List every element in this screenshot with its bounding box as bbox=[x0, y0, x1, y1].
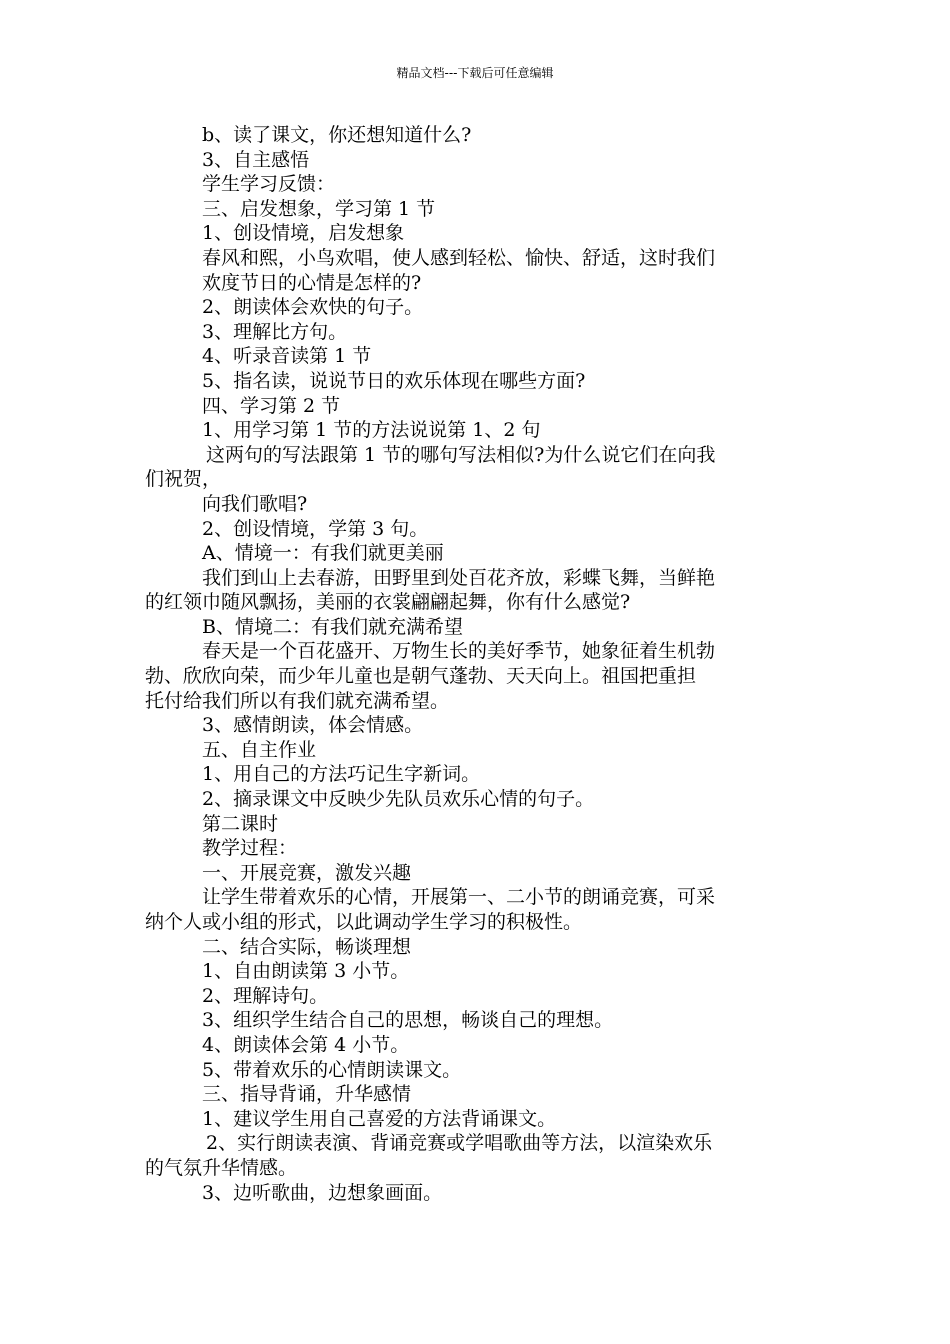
text-line: 3、边听歌曲，边想象画面。 bbox=[202, 1181, 443, 1204]
text-line: b、读了课文，你还想知道什么? bbox=[202, 124, 472, 146]
text-line: 的红领巾随风飘扬，美丽的衣裳翩翩起舞，你有什么感觉? bbox=[145, 591, 631, 614]
text-line: 们祝贺， bbox=[145, 468, 222, 491]
text-line: 4、朗读体会第 4 小节。 bbox=[202, 1033, 410, 1056]
text-line: 1、自由朗读第 3 小节。 bbox=[202, 960, 410, 983]
text-line: 3、自主感悟 bbox=[202, 148, 310, 171]
text-line: 我们到山上去春游，田野里到处百花齐放，彩蝶飞舞，当鲜艳 bbox=[202, 566, 716, 589]
document-body bbox=[145, 123, 810, 1205]
text-line: 春天是一个百花盛开、万物生长的美好季节，她象征着生机勃 bbox=[202, 640, 716, 663]
section-heading: 五、自主作业 bbox=[202, 738, 317, 761]
text-line: B、情境二：有我们就充满希望 bbox=[202, 615, 463, 638]
section-heading: 三、指导背诵，升华感情 bbox=[202, 1083, 412, 1106]
text-line: 2、创设情境，学第 3 句。 bbox=[202, 517, 429, 540]
text-line: 纳个人或小组的形式，以此调动学生学习的积极性。 bbox=[145, 911, 583, 933]
text-line: 2、朗读体会欢快的句子。 bbox=[202, 296, 424, 319]
text-line: 让学生带着欢乐的心情，开展第一、二小节的朗诵竞赛，可采 bbox=[202, 886, 716, 909]
text-line: 2、理解诗句。 bbox=[202, 984, 329, 1007]
text-line: 1、建议学生用自己喜爱的方法背诵课文。 bbox=[202, 1107, 557, 1130]
text-line: 3、组织学生结合自己的思想，畅谈自己的理想。 bbox=[202, 1009, 614, 1032]
text-line: 3、理解比方句。 bbox=[202, 320, 348, 343]
section-heading: 三、启发想象，学习第 1 节 bbox=[202, 197, 436, 220]
text-line: 向我们歌唱? bbox=[202, 492, 308, 515]
text-line: 教学过程： bbox=[202, 837, 298, 860]
text-line: 1、用自己的方法巧记生字新词。 bbox=[202, 763, 481, 786]
text-line: 4、听录音读第 1 节 bbox=[202, 345, 372, 368]
text-line: 学生学习反馈： bbox=[202, 173, 336, 196]
text-line: 5、带着欢乐的心情朗读课文。 bbox=[202, 1058, 462, 1081]
section-heading: 四、学习第 2 节 bbox=[202, 394, 341, 417]
text-line: 勃、欣欣向荣，而少年儿童也是朝气蓬勃、天天向上。祖国把重担 bbox=[145, 665, 697, 688]
text-line: 的气氛升华情感。 bbox=[145, 1156, 298, 1179]
page-header: 精品文档---下载后可任意编辑 bbox=[396, 66, 554, 80]
text-line: 2、摘录课文中反映少先队员欢乐心情的句子。 bbox=[202, 788, 595, 811]
text-line: 1、创设情境，启发想象 bbox=[202, 222, 405, 245]
text-line: 3、感情朗读，体会情感。 bbox=[202, 714, 424, 737]
text-line: 欢度节日的心情是怎样的? bbox=[202, 271, 422, 294]
text-line: A、情境一：有我们就更美丽 bbox=[202, 542, 444, 565]
text-line: 春风和熙，小鸟欢唱，使人感到轻松、愉快、舒适，这时我们 bbox=[202, 246, 716, 269]
text-line: 这两句的写法跟第 1 节的哪句写法相似?为什么说它们在向我 bbox=[206, 443, 716, 466]
text-line: 托付给我们所以有我们就充满希望。 bbox=[145, 689, 450, 712]
section-heading: 一、开展竞赛，激发兴趣 bbox=[202, 861, 412, 884]
section-heading: 二、结合实际，畅谈理想 bbox=[202, 935, 412, 958]
section-heading: 第二课时 bbox=[202, 812, 279, 835]
text-line: 1、用学习第 1 节的方法说说第 1、2 句 bbox=[202, 419, 541, 442]
text-line: 2、实行朗读表演、背诵竞赛或学唱歌曲等方法，以渲染欢乐 bbox=[206, 1132, 713, 1155]
text-line: 5、指名读，说说节日的欢乐体现在哪些方面? bbox=[202, 369, 586, 392]
